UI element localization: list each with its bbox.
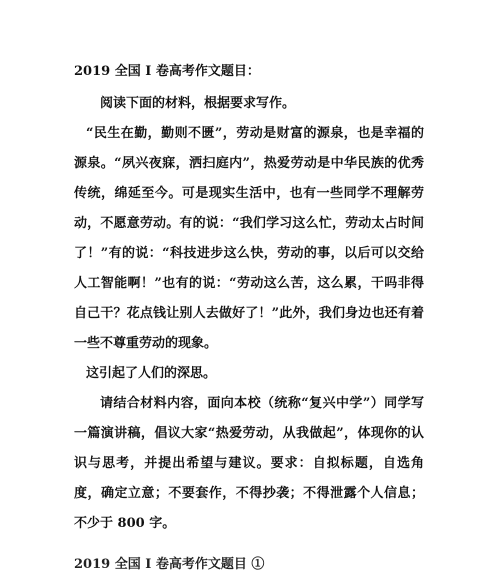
task-paragraph: 请结合材料内容，面向本校（统称“复兴中学”）同学写一篇演讲稿，倡议大家“热爱劳动，从我做起”，体现你的认识与思考，并提出希望与建议。要求：自拟标题，自选角度，确定立意；不要套作，不得抄袭；不得泄露个人信息；不少于 800 字。 xyxy=(74,396,424,531)
material-paragraph: “民生在勤，勤则不匮”，劳动是财富的源泉，也是幸福的源泉。“夙兴夜寐，洒扫庭内”，热爱劳动是中华民族的优秀传统，绵延至今。可是现实生活中，也有一些同学不理解劳动，不愿意劳动。有的说：“我们学习这么忙，劳动太占时间了！”有的说：“科技进步这么快，劳动的事，以后可以交给人工智能啊！”也有的说：“劳动这么苦，这么累，干吗非得自己干？花点钱让别人去做好了！”此外，我们身边也还有着一些不尊重劳动的现象。 xyxy=(74,126,424,351)
next-page-cut-text xyxy=(74,553,265,572)
next-page-cut-label: 2019 全国 I 卷高考作文题目 ① xyxy=(74,557,265,572)
reflection-line: 这引起了人们的深思。 xyxy=(86,366,217,381)
instruction-line: 阅读下面的材料，根据要求写作。 xyxy=(100,96,296,111)
document-heading: 2019 全国 I 卷高考作文题目： xyxy=(74,64,260,79)
document-body xyxy=(74,62,424,539)
